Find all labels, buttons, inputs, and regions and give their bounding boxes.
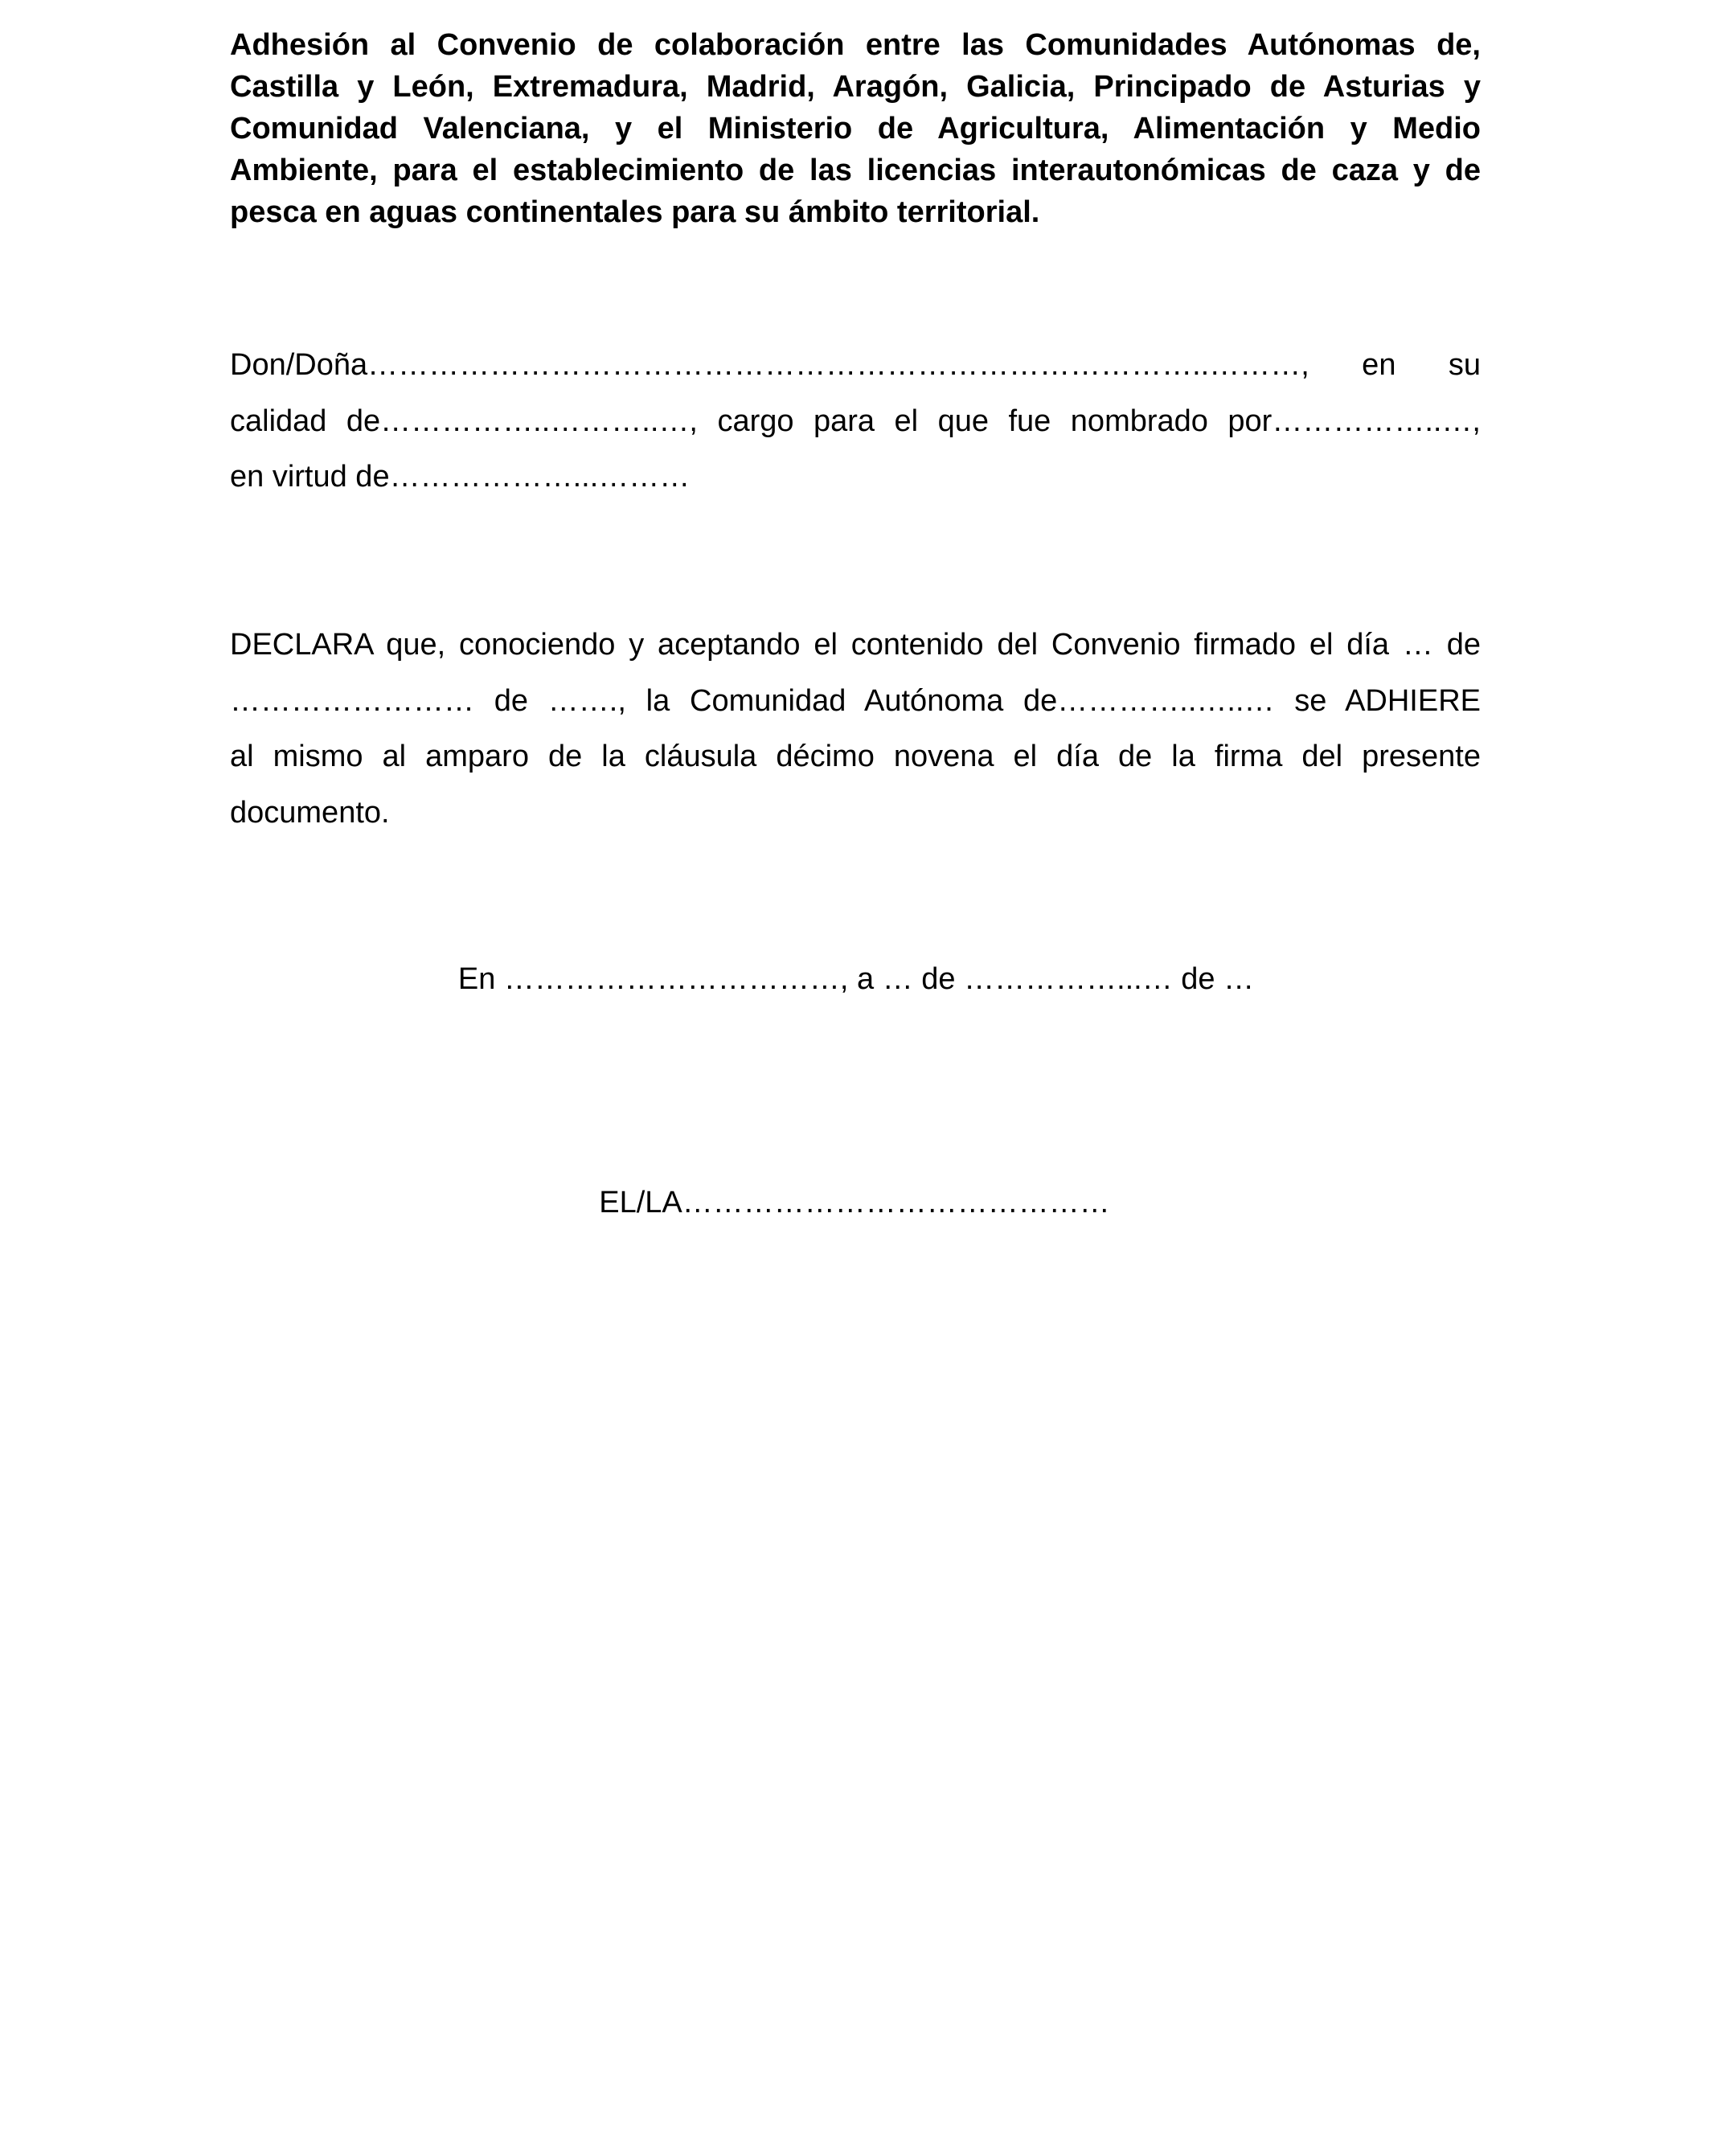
title-line: Ambiente, para el establecimiento de las licencias interautonómicas de caza y de	[230, 154, 1481, 187]
declaration-line: documento.	[230, 795, 390, 830]
document-title	[230, 24, 1481, 233]
title-line: pesca en aguas continentales para su ámbito territorial.	[230, 195, 1040, 229]
declaration-line: al mismo al amparo de la cláusula décimo novena el día de la firma del presente	[230, 740, 1481, 773]
title-line: Castilla y León, Extremadura, Madrid, Aragón, Galicia, Principado de Asturias y	[230, 70, 1481, 104]
place-date-line: En ……………………………, a … de ……………...… de …	[457, 962, 1255, 996]
signature-line: EL/LA……………………………………	[599, 1186, 1110, 1219]
identification-line: calidad de……………..………..…, cargo para el que fue nombrado por……………..…,	[230, 404, 1481, 438]
title-line: Comunidad Valenciana, y el Ministerio de Agricultura, Alimentación y Medio	[230, 112, 1481, 146]
declaration-line: …………………… de ……., la Comunidad Autónoma de…………..…..… se ADHIERE	[230, 683, 1481, 718]
declaration-paragraph	[230, 617, 1481, 841]
title-line: Adhesión al Convenio de colaboración entre las Comunidades Autónomas de,	[230, 28, 1481, 62]
declaration-line: DECLARA que, conociendo y aceptando el contenido del Convenio firmado el día … de	[230, 628, 1481, 662]
identification-line: Don/Doña………………………………………………………………………..………, en su	[230, 348, 1481, 382]
identification-line: en virtud de………………...………	[230, 460, 691, 494]
identification-paragraph	[230, 338, 1481, 506]
